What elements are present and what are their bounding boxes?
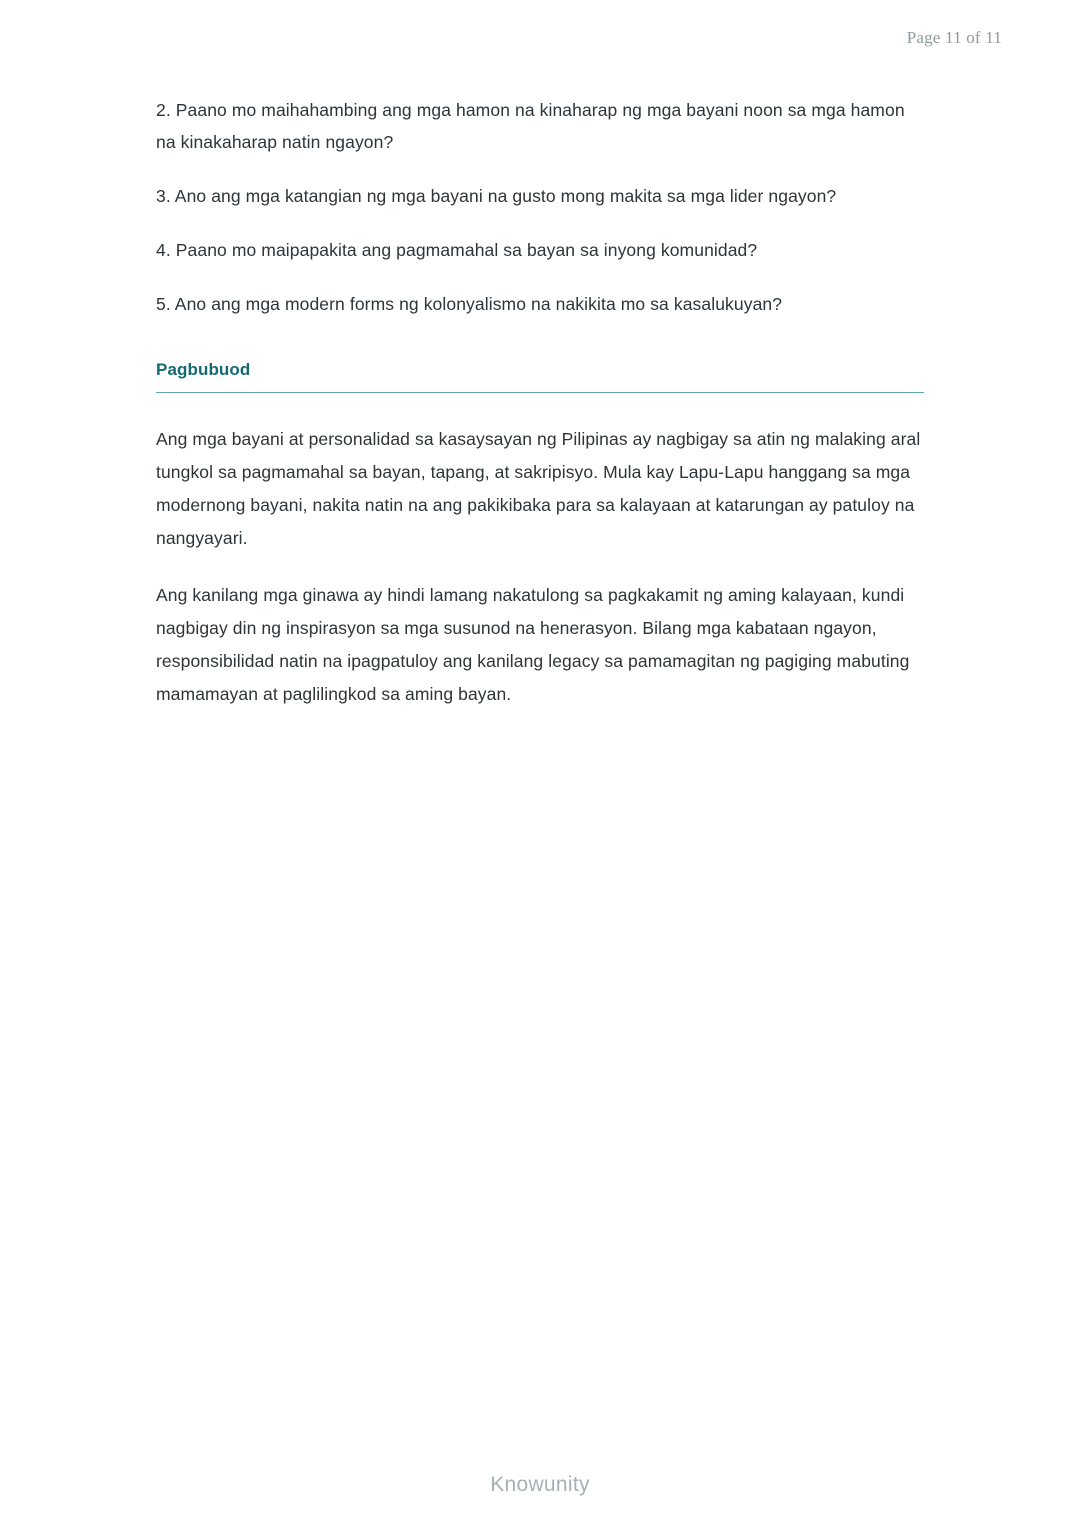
question-item: 5. Ano ang mga modern forms ng kolonyalismo na nakikita mo sa kasalukuyan? — [156, 293, 783, 314]
summary-paragraph: Ang mga bayani at personalidad sa kasaysayan ng Pilipinas ay nagbigay sa atin ng malaking aral tungkol sa pagmamahal sa bayan, tapang, at sakripisyo. Mula kay Lapu-Lapu hanggang sa mga modernong bayani, nakita natin na ang pakikibaka para sa kalayaan at katarungan ay patuloy na nangyayari. — [156, 428, 921, 548]
section-divider — [156, 392, 924, 393]
question-item: 3. Ano ang mga katangian ng mga bayani na gusto mong makita sa mga lider ngayon? — [156, 185, 837, 206]
footer-brand: Knowunity — [490, 1473, 590, 1496]
question-item: 4. Paano mo maipapakita ang pagmamahal sa bayan sa inyong komunidad? — [156, 239, 758, 260]
section-heading-pagbubuod: Pagbubuod — [156, 359, 251, 379]
document-content — [156, 76, 924, 735]
question-item: 2. Paano mo maihahambing ang mga hamon na kinaharap ng mga bayani noon sa mga hamon na kinakaharap natin ngayon? — [156, 99, 905, 152]
summary-paragraph: Ang kanilang mga ginawa ay hindi lamang nakatulong sa pagkakamit ng aming kalayaan, kundi nagbigay din ng inspirasyon sa mga susunod na henerasyon. Bilang mga kabataan ngayon, responsibilidad natin na ipagpatuloy ang kanilang legacy sa pamamagitan ng pagiging mabuting mamamayan at paglilingkod sa aming bayan. — [156, 584, 910, 704]
page-indicator: Page 11 of 11 — [906, 28, 1002, 47]
